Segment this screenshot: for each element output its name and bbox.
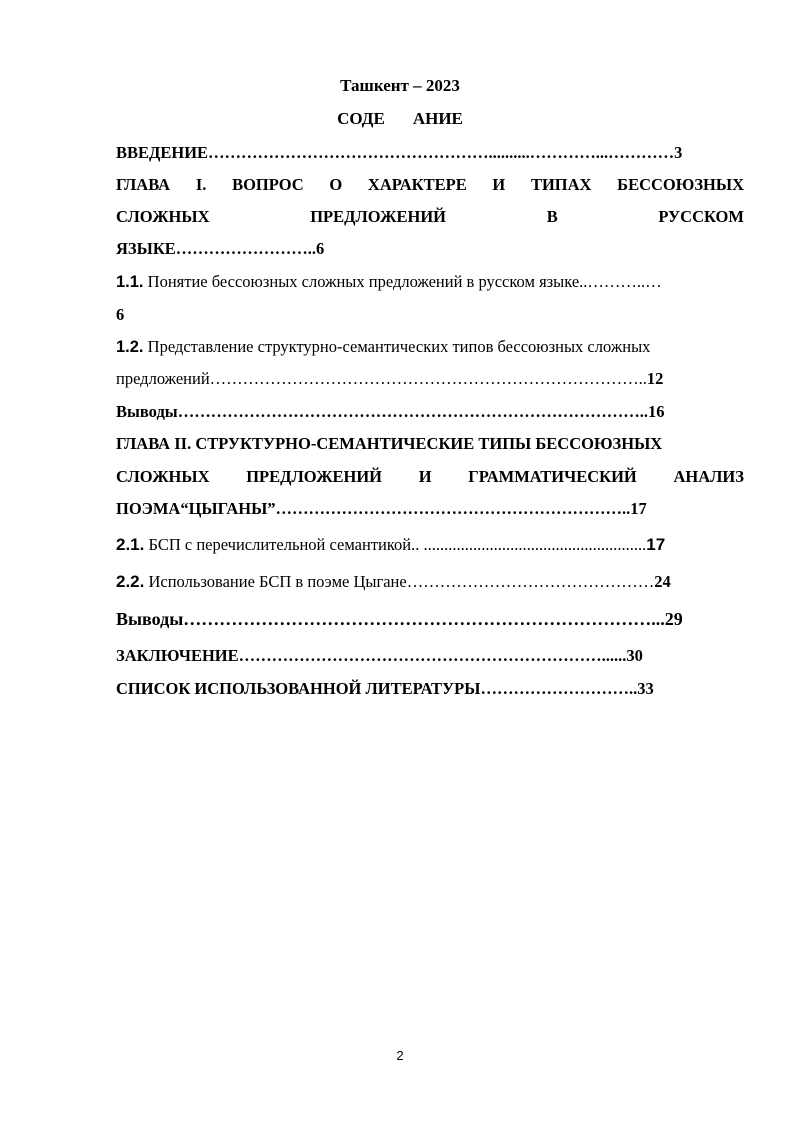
heading-word: И [418,467,432,486]
heading-word: ПРЕДЛОЖЕНИЙ [246,467,383,486]
section-number: 2.1. [116,535,145,554]
toc-chapter2-line3: ПОЭМА“ЦЫГАНЫ”………………………………………………………..17 [116,499,647,518]
toc-section-1-2-line2 [116,369,744,389]
toc-bibliography: СПИСОК ИСПОЛЬЗОВАННОЙ ЛИТЕРАТУРЫ………………………..33 [116,679,654,698]
section-text: Использование БСП в поэме Цыгане……………………………………… [144,572,655,591]
toc-section-1-1-page: 6 [116,305,125,324]
toc-section-2-1 [116,535,744,555]
toc-chapter2-line2 [116,467,744,487]
section-text-cont: предложений…………………………………………………………………….. [116,369,647,388]
section-number: 2.2. [116,572,145,591]
heading-word: ТИПАХ [530,175,592,194]
city-year: Ташкент – 2023 [340,76,460,95]
toc-conclusions-1: Выводы…………………………………………………………………………..16 [116,402,665,421]
heading-word: ХАРАКТЕРЕ [367,175,467,194]
heading-word: ГРАММАТИЧЕСКИЙ [468,467,637,486]
toc-title-left: СОДЕ [337,109,385,128]
toc-chapter2-line1: ГЛАВА II. СТРУКТУРНО-СЕМАНТИЧЕСКИЕ ТИПЫ БЕССОЮЗНЫХ [116,434,663,453]
heading-word: ПРЕДЛОЖЕНИЙ [310,207,446,226]
toc-section-1-2 [116,337,744,357]
heading-word: ГЛАВА [116,175,171,194]
section-page: 24 [654,572,671,591]
toc-title [0,109,800,129]
heading-word: ВОПРОС [232,175,304,194]
heading-word: И [492,175,506,194]
section-page: 12 [646,369,664,388]
toc-section-1-1 [116,272,744,292]
toc-conclusion: ЗАКЛЮЧЕНИЕ…………………………………………………………......30 [116,646,643,665]
toc-section-2-2 [116,572,744,592]
section-text: Понятие бессоюзных сложных предложений в русском языке..………..… [143,272,662,291]
section-number: 1.2. [116,338,144,356]
toc-intro: ВВЕДЕНИЕ……………………………………………..........…………...…………3 [116,143,683,162]
heading-word: В [546,207,558,226]
toc-chapter1-line2 [116,207,744,227]
section-page: 17 [646,535,666,554]
toc-chapter1-line1 [116,175,744,195]
heading-word: О [329,175,343,194]
section-number: 1.1. [116,273,144,291]
toc-chapter1-line3: ЯЗЫКЕ……………………..6 [116,239,325,258]
page-number: 2 [396,1048,404,1063]
heading-word: СЛОЖНЫХ [116,467,210,486]
section-text: БСП с перечислительной семантикой.. ...................................................... [144,535,647,554]
toc-conclusions-2: Выводы……………………………………………………………………...29 [116,609,683,629]
heading-word: СЛОЖНЫХ [116,207,210,226]
heading-word: РУССКОМ [658,207,744,226]
heading-word: АНАЛИЗ [673,467,744,486]
toc-title-right: АНИЕ [412,109,463,128]
section-text: Представление структурно-семантических типов бессоюзных сложных [143,337,651,356]
heading-word: БЕССОЮЗНЫХ [617,175,744,194]
heading-word: I. [195,175,207,194]
